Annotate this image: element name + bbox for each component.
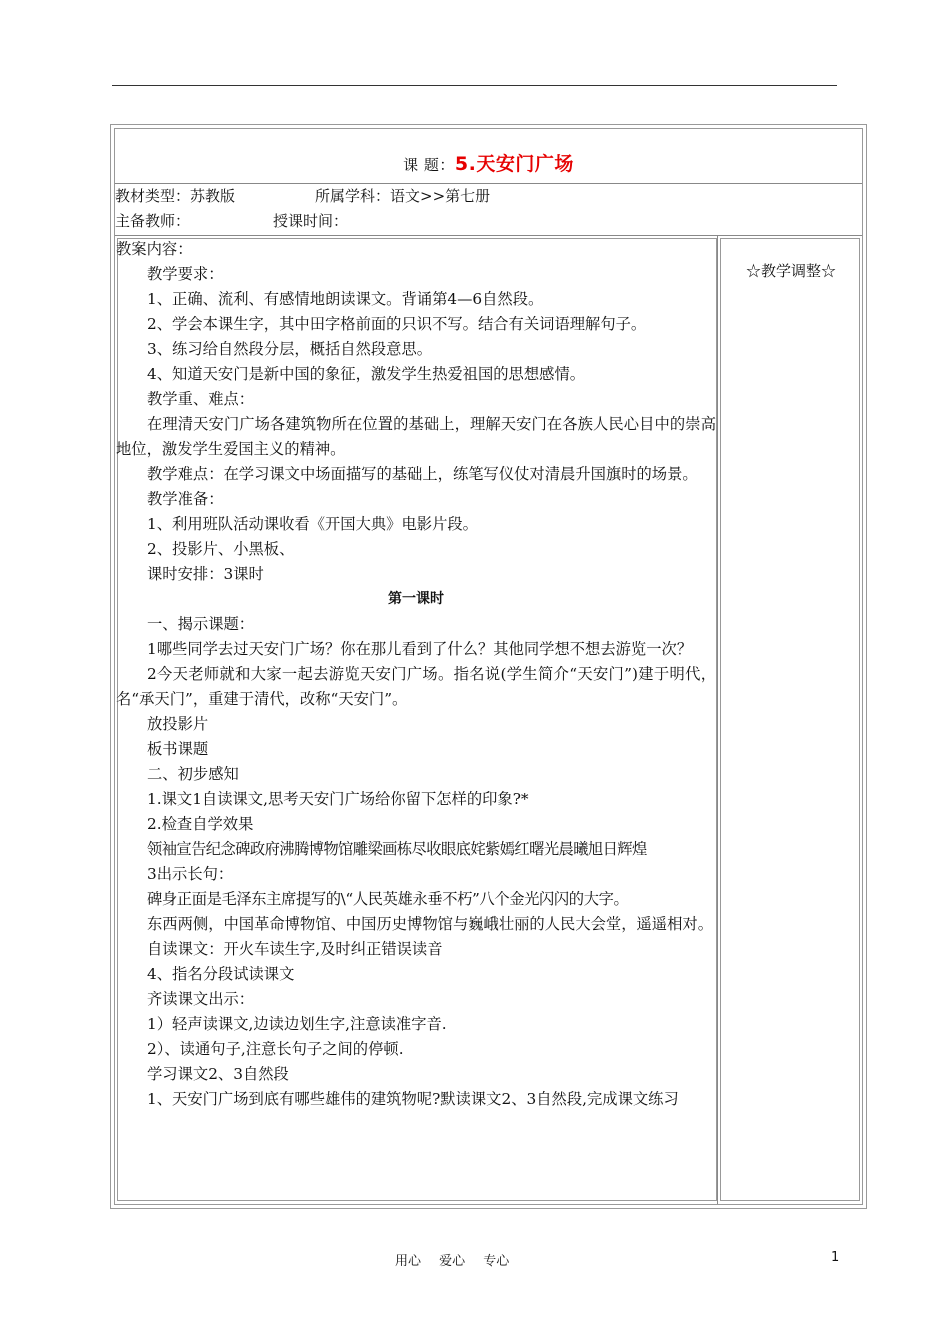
content-paragraph: 3出示长句：	[147, 865, 234, 883]
lesson-time: 授课时间：	[273, 212, 349, 230]
table-inner-border	[114, 128, 863, 1205]
content-paragraph: 齐读课文出示：	[147, 990, 255, 1008]
content-paragraph: 教学准备：	[147, 490, 224, 508]
content-paragraph: 1.课文1自读课文,思考天安门广场给你留下怎样的印象?*	[147, 790, 529, 808]
section-heading: 第一课时	[388, 591, 444, 607]
content-paragraph: 学习课文2、3自然段	[147, 1065, 289, 1083]
content-paragraph: 2今天老师就和大家一起去游览天安门广场。指名说(学生简介“天安门”)建于明代，名“承天门”，重建于清代，改称“天安门”。	[116, 665, 716, 708]
content-paragraph: 1、利用班队活动课收看《开国大典》电影片段。	[147, 515, 478, 533]
content-paragraph: 在理清天安门广场各建筑物所在位置的基础上，理解天安门在各族人民心目中的崇高地位，激发学生爱国主义的精神。	[116, 415, 716, 458]
content-paragraph: 教学重、难点：	[147, 390, 255, 408]
meta-row-2	[115, 209, 862, 236]
content-paragraph: 自读课文：开火车读生字,及时纠正错误读音	[147, 940, 443, 958]
lesson-title	[115, 149, 862, 176]
content-paragraph: 东西两侧，中国革命博物馆、中国历史博物馆与巍峨壮丽的人民大会堂，遥遥相对。	[147, 915, 713, 933]
content-paragraph: 教案内容：	[116, 240, 193, 258]
content-paragraph: 课时安排：3课时	[147, 565, 264, 583]
subject: 所属学科：语文>>第七册	[315, 187, 491, 205]
teacher: 主备教师：	[115, 212, 191, 230]
lesson-plan-table	[110, 124, 867, 1209]
footer-motto: 用心 爱心 专心	[395, 1254, 510, 1269]
header-rule	[112, 85, 837, 86]
content-paragraph: 2）、读通句子,注意长句子之间的停顿.	[147, 1040, 404, 1058]
content-paragraph: 2、投影片、小黑板、	[147, 540, 295, 558]
content-paragraph: 教学难点：在学习课文中场面描写的基础上，练笔写仪仗对清晨升国旗时的场景。	[147, 465, 698, 483]
title-row	[115, 129, 862, 184]
title-prefix: 课 题：	[403, 156, 455, 174]
content-paragraph: 2、学会本课生字，其中田字格前面的只识不写。结合有关词语理解句子。	[147, 315, 647, 333]
meta-row-1	[115, 184, 862, 209]
content-paragraph: 1）轻声读课文,边读边划生字,注意读准字音.	[147, 1015, 447, 1033]
content-paragraph: 一、揭示课题：	[147, 615, 255, 633]
content-paragraph: 1哪些同学去过天安门广场？你在那儿看到了什么？其他同学想不想去游览一次？	[147, 640, 693, 658]
content-paragraph: 教学要求：	[147, 265, 224, 283]
content-paragraph: 二、初步感知	[147, 765, 239, 783]
content-paragraph: 4、知道天安门是新中国的象征，激发学生热爱祖国的思想感情。	[147, 365, 586, 383]
content-paragraph: 领袖宣告纪念碑政府沸腾博物馆雕梁画栋尽收眼底姹紫嫣红曙光晨曦旭日辉煌	[147, 840, 647, 858]
content-paragraph: 1、正确、流利、有感情地朗读课文。背诵第4—6自然段。	[147, 290, 544, 308]
adjustment-cell-border	[720, 238, 860, 1201]
content-paragraph: 板书课题	[147, 740, 209, 758]
lesson-name: 5.天安门广场	[454, 153, 574, 175]
adjustment-cell	[720, 236, 862, 1204]
content-paragraph: 放投影片	[147, 715, 209, 733]
adjustment-label: ☆教学调整☆	[745, 262, 836, 280]
content-cell	[115, 236, 718, 1204]
content-paragraph: 1、天安门广场到底有哪些雄伟的建筑物呢?默读课文2、3自然段,完成课文练习	[147, 1090, 679, 1108]
content-paragraph: 2.检查自学效果	[147, 815, 254, 833]
lesson-content	[116, 237, 716, 1112]
content-paragraph: 3、练习给自然段分层，概括自然段意思。	[147, 340, 433, 358]
page-number: 1	[831, 1250, 840, 1265]
content-paragraph: 碑身正面是毛泽东主席提写的\“人民英雄永垂不朽”八个金光闪闪的大字。	[147, 890, 629, 908]
textbook-type: 教材类型：苏教版	[115, 187, 236, 205]
content-paragraph: 4、指名分段试读课文	[147, 965, 295, 983]
